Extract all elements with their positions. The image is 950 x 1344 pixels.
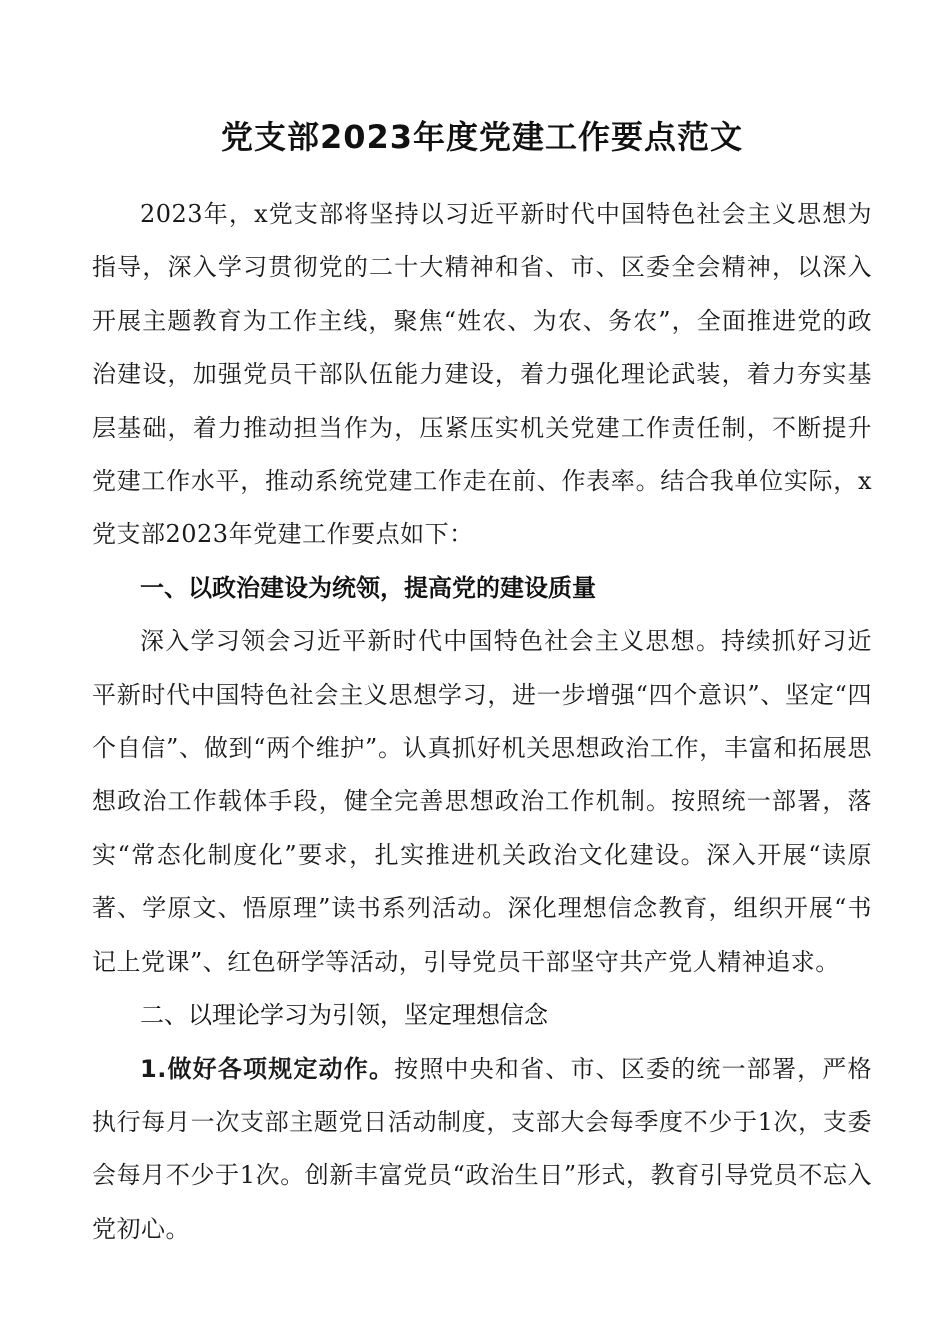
section-2-heading: 二、以理论学习为引领，坚定理想信念 bbox=[140, 1001, 548, 1030]
section-2-item-1-body: 按照中央和省、市、区委的统一部署，严格执行每月一次支部主题党日活动制度，支部大会每季度不少于1次，支委会每月不少于1次。创新丰富党员“政治生日”形式，教育引导党员不忘入党初心。 bbox=[92, 1054, 872, 1243]
document-title: 党支部2023年度党建工作要点范文 bbox=[220, 118, 744, 156]
document-page bbox=[92, 108, 872, 1256]
section-2-item-1-lead: 1.做好各项规定动作。 bbox=[140, 1054, 395, 1083]
section-1-heading: 一、以政治建设为统领，提高党的建设质量 bbox=[140, 573, 596, 602]
intro-paragraph: 2023年，x党支部将坚持以习近平新时代中国特色社会主义思想为指导，深入学习贯彻党的二十大精神和省、市、区委全会精神，以深入开展主题教育为工作主线，聚焦“姓农、为农、务农”，全面推进党的政治建设，加强党员干部队伍能力建设，着力强化理论武装，着力夯实基层基础，着力推动担当作为，压紧压实机关党建工作责任制，不断提升党建工作水平，推动系统党建工作走在前、作表率。结合我单位实际，x党支部2023年党建工作要点如下： bbox=[92, 200, 872, 549]
section-2-item-1 bbox=[92, 1043, 872, 1257]
section-1-body: 深入学习领会习近平新时代中国特色社会主义思想。持续抓好习近平新时代中国特色社会主义思想学习，进一步增强“四个意识”、坚定“四个自信”、做到“两个维护”。认真抓好机关思想政治工作，丰富和拓展思想政治工作载体手段，健全完善思想政治工作机制。按照统一部署，落实“常态化制度化”要求，扎实推进机关政治文化建设。深入开展“读原著、学原文、悟原理”读书系列活动。深化理想信念教育，组织开展“书记上党课”、红色研学等活动，引导党员干部坚守共产党人精神追求。 bbox=[92, 627, 872, 976]
